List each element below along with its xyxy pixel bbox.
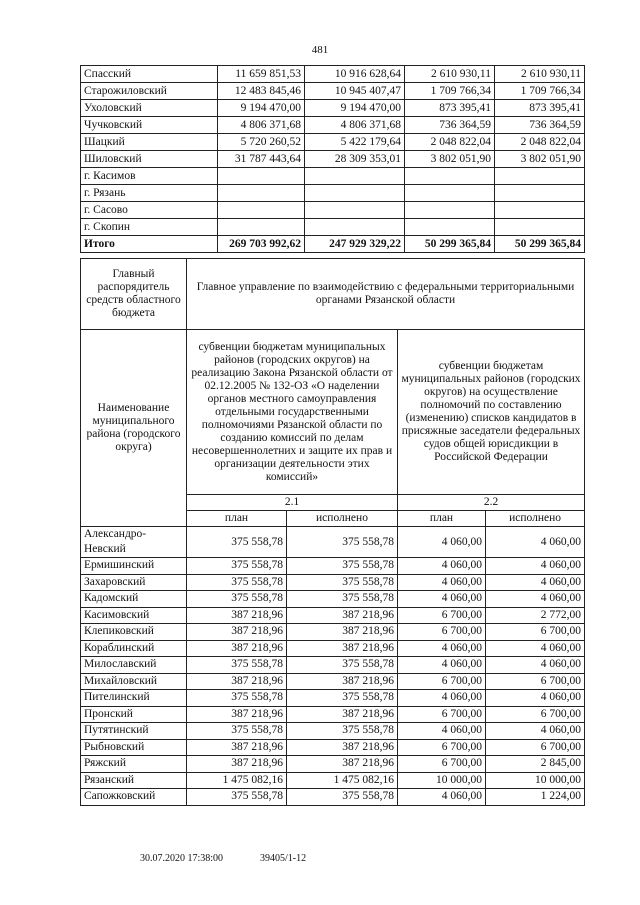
row-value-2: 247 929 329,22 bbox=[305, 236, 405, 253]
row-value-4: 4 060,00 bbox=[486, 640, 585, 657]
table-row bbox=[81, 558, 585, 575]
row-value-2: 10 916 628,64 bbox=[305, 66, 405, 83]
row-value-4: 2 048 822,04 bbox=[495, 134, 585, 151]
table-row bbox=[81, 117, 585, 134]
table-row bbox=[81, 607, 585, 624]
code-2-2: 2.2 bbox=[398, 495, 585, 511]
row-name: Итого bbox=[81, 236, 218, 253]
table-row bbox=[81, 527, 585, 558]
row-name: г. Скопин bbox=[81, 219, 218, 236]
table-row bbox=[81, 706, 585, 723]
row-value-2: 375 558,78 bbox=[287, 723, 398, 740]
row-value-2: 10 945 407,47 bbox=[305, 83, 405, 100]
row-value-2: 375 558,78 bbox=[287, 591, 398, 608]
row-value-2: 375 558,78 bbox=[287, 574, 398, 591]
row-value-1: 375 558,78 bbox=[187, 690, 287, 707]
row-value-2: 375 558,78 bbox=[287, 690, 398, 707]
table-row bbox=[81, 756, 585, 773]
row-name: Милославский bbox=[81, 657, 187, 674]
row-value-1 bbox=[218, 185, 305, 202]
row-value-1: 387 218,96 bbox=[187, 673, 287, 690]
row-value-3: 4 060,00 bbox=[398, 558, 486, 575]
table-row bbox=[81, 219, 585, 236]
subvention-2-title: субвенции бюджетам муниципальных районов (городских округов) на осуществление полномочий по составлению (изменению) списков кандидатов в присяжные заседатели федеральных судов общей юрисдикции в Российской Федерации bbox=[398, 330, 585, 495]
table-row bbox=[81, 100, 585, 117]
row-value-4: 4 060,00 bbox=[486, 690, 585, 707]
row-value-3: 4 060,00 bbox=[398, 591, 486, 608]
row-value-4 bbox=[495, 168, 585, 185]
row-value-3 bbox=[405, 219, 495, 236]
row-value-3: 4 060,00 bbox=[398, 723, 486, 740]
row-value-3: 1 709 766,34 bbox=[405, 83, 495, 100]
row-value-2 bbox=[305, 168, 405, 185]
row-value-2: 28 309 353,01 bbox=[305, 151, 405, 168]
table-row bbox=[81, 657, 585, 674]
row-value-4: 736 364,59 bbox=[495, 117, 585, 134]
row-value-4: 4 060,00 bbox=[486, 657, 585, 674]
row-value-1: 387 218,96 bbox=[187, 706, 287, 723]
row-value-2: 9 194 470,00 bbox=[305, 100, 405, 117]
manager-label: Главный распорядитель средств областного бюджета bbox=[81, 259, 187, 330]
bottom-table-body bbox=[81, 259, 585, 806]
row-value-2: 1 475 082,16 bbox=[287, 772, 398, 789]
row-value-1: 387 218,96 bbox=[187, 756, 287, 773]
table-row bbox=[81, 723, 585, 740]
row-value-3: 6 700,00 bbox=[398, 739, 486, 756]
row-name: Ряжский bbox=[81, 756, 187, 773]
row-name: Пронский bbox=[81, 706, 187, 723]
done-header-2: исполнено bbox=[486, 511, 585, 527]
table-row bbox=[81, 591, 585, 608]
row-value-1: 375 558,78 bbox=[187, 558, 287, 575]
row-value-3: 4 060,00 bbox=[398, 640, 486, 657]
row-value-4: 2 772,00 bbox=[486, 607, 585, 624]
row-value-2: 387 218,96 bbox=[287, 640, 398, 657]
row-name: Касимовский bbox=[81, 607, 187, 624]
row-name: Шиловский bbox=[81, 151, 218, 168]
table-row bbox=[81, 690, 585, 707]
row-value-4: 4 060,00 bbox=[486, 723, 585, 740]
row-value-2: 375 558,78 bbox=[287, 558, 398, 575]
plan-header-2: план bbox=[398, 511, 486, 527]
row-name: Михайловский bbox=[81, 673, 187, 690]
row-value-1: 375 558,78 bbox=[187, 723, 287, 740]
total-row bbox=[81, 236, 585, 253]
row-value-3 bbox=[405, 168, 495, 185]
row-value-1: 387 218,96 bbox=[187, 739, 287, 756]
row-value-3: 4 060,00 bbox=[398, 789, 486, 806]
row-value-4: 4 060,00 bbox=[486, 558, 585, 575]
row-name: Рязанский bbox=[81, 772, 187, 789]
row-value-4: 1 224,00 bbox=[486, 789, 585, 806]
row-value-4: 873 395,41 bbox=[495, 100, 585, 117]
row-value-1: 375 558,78 bbox=[187, 789, 287, 806]
row-value-4: 4 060,00 bbox=[486, 574, 585, 591]
row-value-2 bbox=[305, 202, 405, 219]
row-name: Клепиковский bbox=[81, 624, 187, 641]
table-row bbox=[81, 185, 585, 202]
name-label: Наименование муниципального района (городского округа) bbox=[81, 330, 187, 527]
row-value-4: 6 700,00 bbox=[486, 706, 585, 723]
row-value-3: 6 700,00 bbox=[398, 673, 486, 690]
row-value-3 bbox=[405, 202, 495, 219]
table-row bbox=[81, 789, 585, 806]
row-name: Захаровский bbox=[81, 574, 187, 591]
row-value-1: 1 475 082,16 bbox=[187, 772, 287, 789]
row-name: Ермишинский bbox=[81, 558, 187, 575]
row-value-4 bbox=[495, 202, 585, 219]
row-value-3: 4 060,00 bbox=[398, 657, 486, 674]
row-value-1: 9 194 470,00 bbox=[218, 100, 305, 117]
row-value-1: 387 218,96 bbox=[187, 607, 287, 624]
row-name: Кораблинский bbox=[81, 640, 187, 657]
row-value-3: 10 000,00 bbox=[398, 772, 486, 789]
row-value-3: 6 700,00 bbox=[398, 607, 486, 624]
row-value-3: 2 048 822,04 bbox=[405, 134, 495, 151]
row-name: г. Сасово bbox=[81, 202, 218, 219]
row-value-3: 6 700,00 bbox=[398, 706, 486, 723]
row-value-4: 4 060,00 bbox=[486, 591, 585, 608]
row-value-4: 10 000,00 bbox=[486, 772, 585, 789]
row-value-2: 387 218,96 bbox=[287, 756, 398, 773]
table-row bbox=[81, 83, 585, 100]
row-value-1: 12 483 845,46 bbox=[218, 83, 305, 100]
row-value-1: 375 558,78 bbox=[187, 657, 287, 674]
row-value-3: 6 700,00 bbox=[398, 624, 486, 641]
row-value-1: 4 806 371,68 bbox=[218, 117, 305, 134]
row-value-3: 4 060,00 bbox=[398, 527, 486, 558]
subvention-1-title: субвенции бюджетам муниципальных районов (городских округов) на реализацию Закона Рязанской области от 02.12.2005 № 132-ОЗ «О наделении органов местного самоуправления отдельными государственными полномочиями Рязанской области по созданию комиссий по делам несовершеннолетних и защите их прав и организации деятельности этих комиссий» bbox=[187, 330, 398, 495]
row-value-3: 3 802 051,90 bbox=[405, 151, 495, 168]
row-value-2: 387 218,96 bbox=[287, 706, 398, 723]
row-value-3: 50 299 365,84 bbox=[405, 236, 495, 253]
row-value-3: 4 060,00 bbox=[398, 574, 486, 591]
footer-doc-id: 39405/1-12 bbox=[260, 853, 307, 864]
code-2-1: 2.1 bbox=[187, 495, 398, 511]
bottom-table bbox=[80, 258, 585, 806]
row-value-2: 387 218,96 bbox=[287, 607, 398, 624]
row-value-2: 387 218,96 bbox=[287, 739, 398, 756]
table-row bbox=[81, 66, 585, 83]
row-value-4: 1 709 766,34 bbox=[495, 83, 585, 100]
row-value-2: 375 558,78 bbox=[287, 657, 398, 674]
row-name: Старожиловский bbox=[81, 83, 218, 100]
row-name: г. Рязань bbox=[81, 185, 218, 202]
row-value-1: 387 218,96 bbox=[187, 624, 287, 641]
table-row bbox=[81, 574, 585, 591]
row-name: Путятинский bbox=[81, 723, 187, 740]
row-value-2: 5 422 179,64 bbox=[305, 134, 405, 151]
row-value-1 bbox=[218, 168, 305, 185]
row-value-1: 5 720 260,52 bbox=[218, 134, 305, 151]
row-name: Ухоловский bbox=[81, 100, 218, 117]
row-value-2: 387 218,96 bbox=[287, 624, 398, 641]
row-value-1 bbox=[218, 219, 305, 236]
row-value-1: 375 558,78 bbox=[187, 527, 287, 558]
table-row bbox=[81, 772, 585, 789]
row-value-1: 269 703 992,62 bbox=[218, 236, 305, 253]
row-value-1: 375 558,78 bbox=[187, 574, 287, 591]
table-row bbox=[81, 640, 585, 657]
table-row bbox=[81, 739, 585, 756]
footer-timestamp: 30.07.2020 17:38:00 bbox=[140, 853, 224, 864]
row-value-4: 50 299 365,84 bbox=[495, 236, 585, 253]
row-name: Кадомский bbox=[81, 591, 187, 608]
row-value-3: 873 395,41 bbox=[405, 100, 495, 117]
row-value-3: 2 610 930,11 bbox=[405, 66, 495, 83]
table-row bbox=[81, 624, 585, 641]
table-row bbox=[81, 673, 585, 690]
row-name: Рыбновский bbox=[81, 739, 187, 756]
page-number: 481 bbox=[311, 44, 329, 56]
row-name: Спасский bbox=[81, 66, 218, 83]
row-value-4 bbox=[495, 185, 585, 202]
plan-header-1: план bbox=[187, 511, 287, 527]
row-name: Александро-Невский bbox=[81, 527, 187, 558]
row-name: Сапожковский bbox=[81, 789, 187, 806]
row-value-3: 4 060,00 bbox=[398, 690, 486, 707]
row-name: Пителинский bbox=[81, 690, 187, 707]
row-value-4: 2 610 930,11 bbox=[495, 66, 585, 83]
table-row bbox=[81, 151, 585, 168]
row-value-4: 2 845,00 bbox=[486, 756, 585, 773]
done-header-1: исполнено bbox=[287, 511, 398, 527]
row-value-4: 3 802 051,90 bbox=[495, 151, 585, 168]
row-name: Чучковский bbox=[81, 117, 218, 134]
row-value-2: 375 558,78 bbox=[287, 789, 398, 806]
table-row bbox=[81, 168, 585, 185]
row-value-1: 31 787 443,64 bbox=[218, 151, 305, 168]
row-name: Шацкий bbox=[81, 134, 218, 151]
row-value-2: 387 218,96 bbox=[287, 673, 398, 690]
row-value-3 bbox=[405, 185, 495, 202]
top-table-body bbox=[81, 66, 585, 253]
row-value-4: 6 700,00 bbox=[486, 673, 585, 690]
row-value-1: 11 659 851,53 bbox=[218, 66, 305, 83]
row-value-4 bbox=[495, 219, 585, 236]
top-table bbox=[80, 65, 585, 253]
row-value-3: 736 364,59 bbox=[405, 117, 495, 134]
row-value-1 bbox=[218, 202, 305, 219]
row-value-2 bbox=[305, 219, 405, 236]
row-value-4: 6 700,00 bbox=[486, 739, 585, 756]
row-value-4: 6 700,00 bbox=[486, 624, 585, 641]
row-value-2 bbox=[305, 185, 405, 202]
row-value-1: 387 218,96 bbox=[187, 640, 287, 657]
table-row bbox=[81, 202, 585, 219]
manager-value: Главное управление по взаимодействию с федеральными территориальными органами Рязанской области bbox=[187, 259, 585, 330]
row-value-1: 375 558,78 bbox=[187, 591, 287, 608]
row-value-4: 4 060,00 bbox=[486, 527, 585, 558]
row-value-3: 6 700,00 bbox=[398, 756, 486, 773]
row-name: г. Касимов bbox=[81, 168, 218, 185]
row-value-2: 4 806 371,68 bbox=[305, 117, 405, 134]
row-value-2: 375 558,78 bbox=[287, 527, 398, 558]
table-row bbox=[81, 134, 585, 151]
